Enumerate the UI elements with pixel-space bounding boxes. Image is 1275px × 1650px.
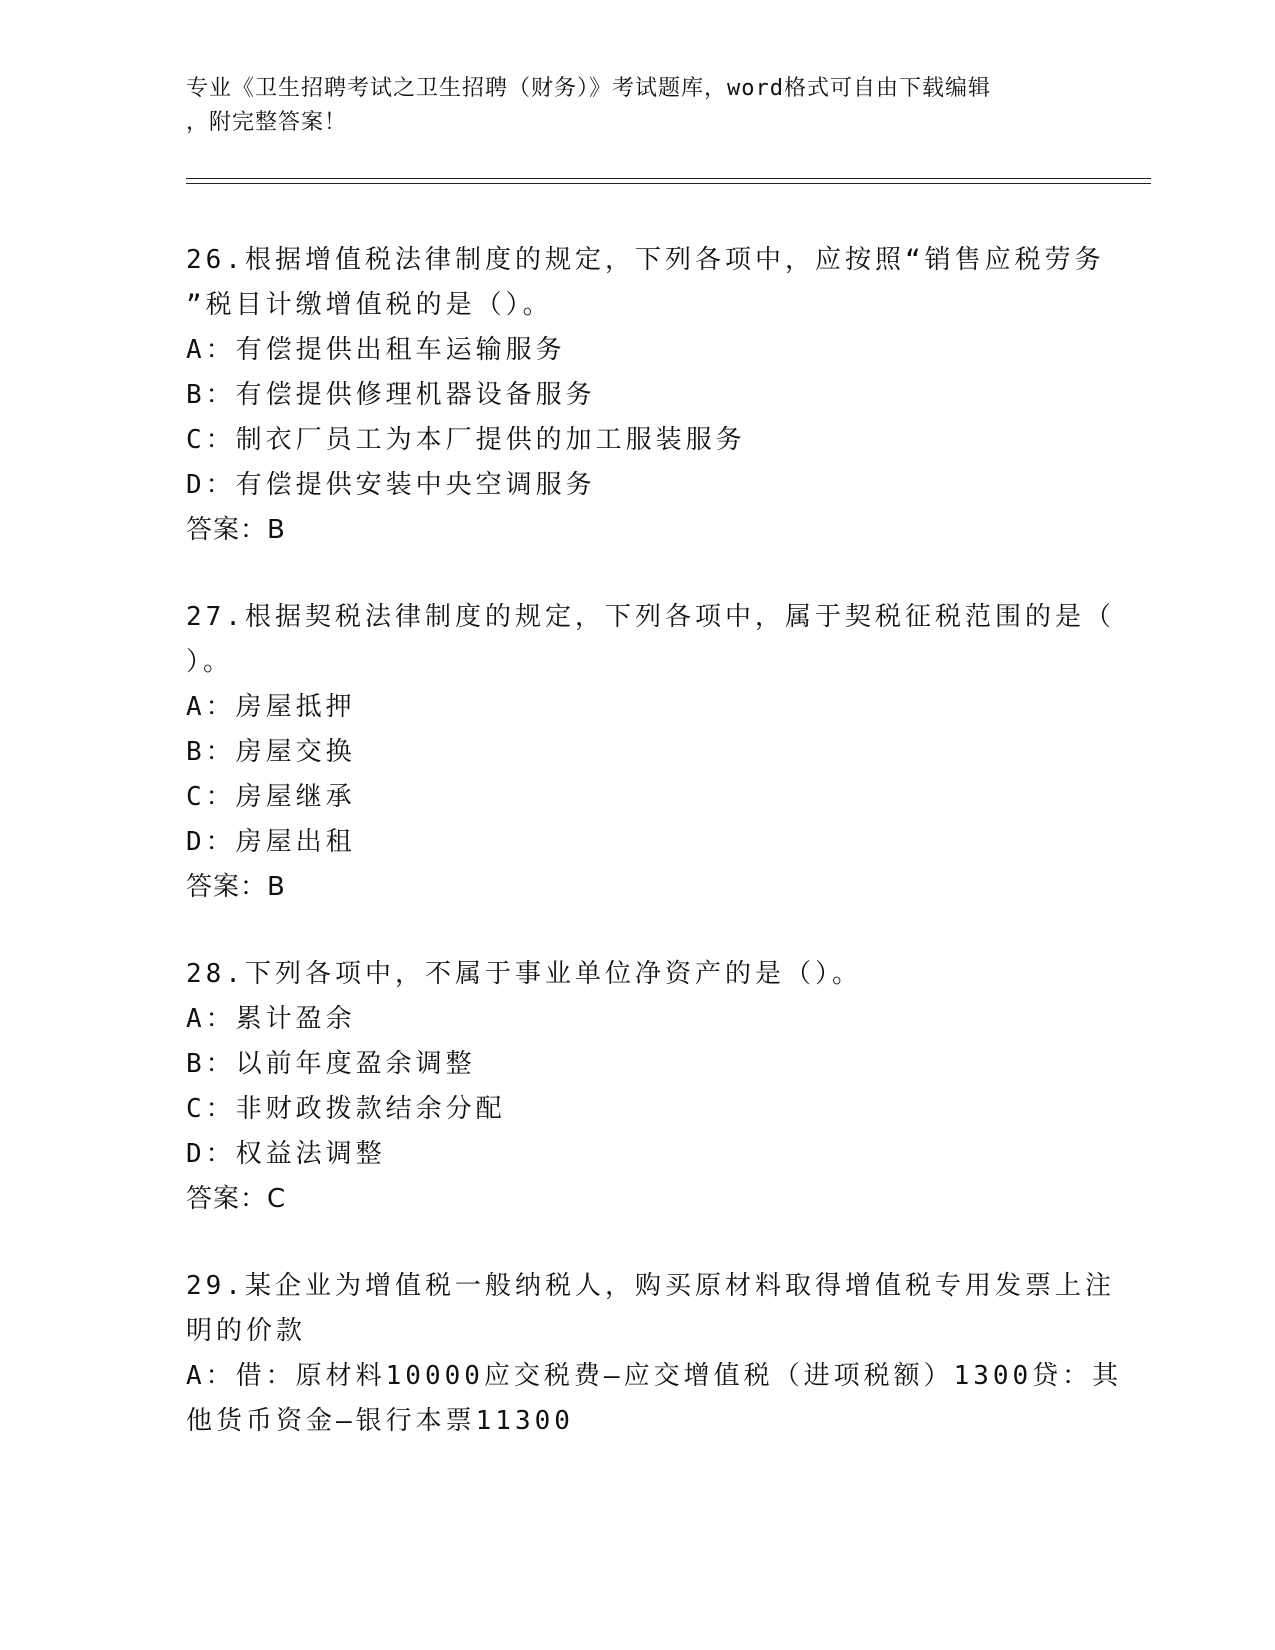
- option-c: C：房屋继承: [186, 782, 356, 812]
- header-divider-bottom: [186, 183, 1151, 184]
- question-stem: 29.某企业为增值税一般纳税人，购买原材料取得增值税专用发票上注: [186, 1271, 1115, 1301]
- question-list: [186, 238, 1126, 1486]
- option-c: C：非财政拨款结余分配: [186, 1094, 506, 1124]
- option-a: A：有偿提供出租车运输服务: [186, 335, 566, 365]
- option-a-continued: 他货币资金—银行本票11300: [186, 1406, 574, 1436]
- option-b: B：有偿提供修理机器设备服务: [186, 380, 596, 410]
- option-a: A：房屋抵押: [186, 692, 356, 722]
- header-line-2: ，附完整答案！: [186, 110, 348, 135]
- document-header: [186, 72, 1086, 140]
- option-d: D：权益法调整: [186, 1139, 386, 1169]
- option-a: A：累计盈余: [186, 1004, 356, 1034]
- question-27: [186, 595, 1126, 910]
- option-d: D：有偿提供安装中央空调服务: [186, 470, 596, 500]
- question-stem: 27.根据契税法律制度的规定，下列各项中，属于契税征税范围的是（: [186, 602, 1115, 632]
- question-stem: ”税目计缴增值税的是（）。: [186, 290, 553, 320]
- header-divider-top: [186, 178, 1151, 179]
- question-29: [186, 1264, 1126, 1444]
- option-d: D：房屋出租: [186, 827, 356, 857]
- question-stem: 明的价款: [186, 1316, 307, 1346]
- answer: 答案：B: [186, 515, 286, 545]
- question-stem: 26.根据增值税法律制度的规定，下列各项中，应按照“销售应税劳务: [186, 245, 1105, 275]
- answer: 答案：B: [186, 872, 286, 902]
- question-stem: 28.下列各项中，不属于事业单位净资产的是（）。: [186, 959, 862, 989]
- option-a: A：借：原材料10000应交税费—应交增值税（进项税额）1300贷：其: [186, 1361, 1123, 1391]
- answer: 答案：C: [186, 1184, 287, 1214]
- header-line-1: 专业《卫生招聘考试之卫生招聘（财务）》考试题库，word格式可自由下载编辑: [186, 76, 991, 101]
- option-b: B：房屋交换: [186, 737, 356, 767]
- question-28: [186, 952, 1126, 1222]
- question-stem: ）。: [186, 647, 234, 677]
- question-26: [186, 238, 1126, 553]
- option-b: B：以前年度盈余调整: [186, 1049, 476, 1079]
- option-c: C：制衣厂员工为本厂提供的加工服装服务: [186, 425, 746, 455]
